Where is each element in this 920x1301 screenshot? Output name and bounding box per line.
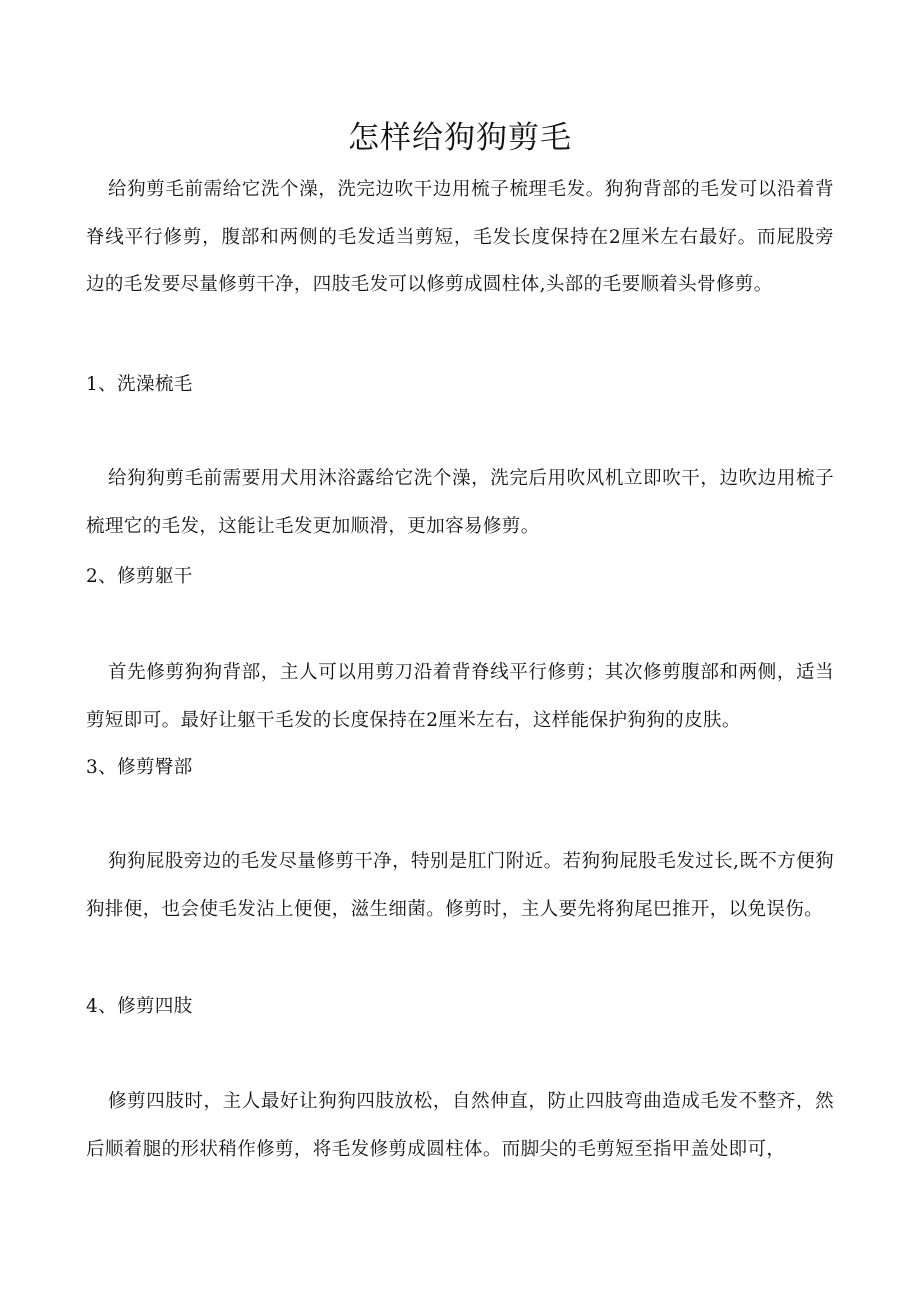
section-body-1: 给狗狗剪毛前需要用犬用沐浴露给它洗个澡，洗完后用吹风机立即吹干，边吹边用梳子梳理它的毛发，这能让毛发更加顺滑，更加容易修剪。: [86, 468, 834, 537]
intro-paragraph: 给狗剪毛前需给它洗个澡，洗完边吹干边用梳子梳理毛发。狗狗背部的毛发可以沿着背脊线平行修剪，腹部和两侧的毛发适当剪短，毛发长度保持在2厘米左右最好。而屁股旁边的毛发要尽量修剪干净，四肢毛发可以修剪成圆柱体,头部的毛要顺着头骨修剪。: [86, 179, 834, 295]
section-body-3: 狗狗屁股旁边的毛发尽量修剪干净，特别是肛门附近。若狗狗屁股毛发过长,既不方便狗狗排便，也会使毛发沾上便便，滋生细菌。修剪时，主人要先将狗尾巴推开，以免误伤。: [86, 851, 834, 920]
section-heading-2: 2、修剪躯干: [86, 566, 193, 587]
section-heading-3: 3、修剪臀部: [86, 757, 193, 778]
page-title: 怎样给狗狗剪毛: [348, 120, 572, 156]
section-heading-4: 4、修剪四肢: [86, 996, 193, 1017]
section-body-4: 修剪四肢时，主人最好让狗狗四肢放松，自然伸直，防止四肢弯曲造成毛发不整齐，然后顺着腿的形状稍作修剪，将毛发修剪成圆柱体。而脚尖的毛剪短至指甲盖处即可，: [86, 1091, 834, 1160]
section-heading-1: 1、洗澡梳毛: [86, 374, 193, 395]
section-body-2: 首先修剪狗狗背部，主人可以用剪刀沿着背脊线平行修剪；其次修剪腹部和两侧，适当剪短即可。最好让躯干毛发的长度保持在2厘米左右，这样能保护狗狗的皮肤。: [86, 662, 834, 731]
